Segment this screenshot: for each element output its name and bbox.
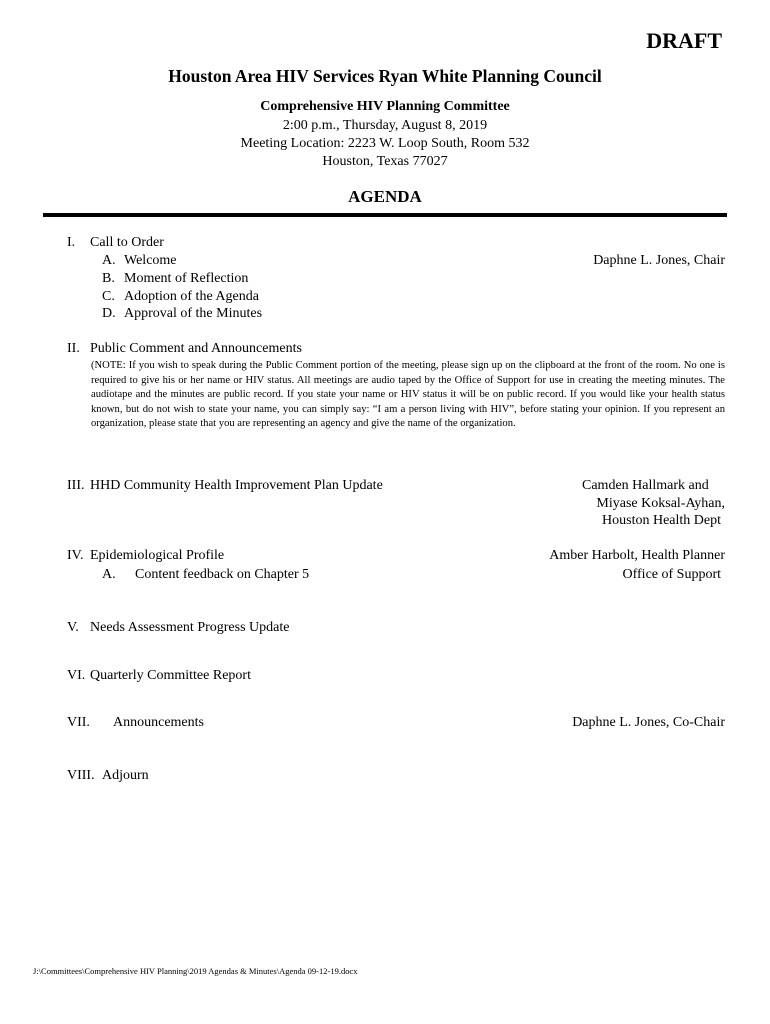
item-i-sub-b-text: Moment of Reflection bbox=[124, 271, 249, 286]
item-vii-presenter: Daphne L. Jones, Co-Chair bbox=[572, 715, 725, 730]
item-i-sub-d-letter: D. bbox=[102, 306, 116, 321]
draft-stamp: DRAFT bbox=[646, 28, 722, 53]
item-i-sub-d-text: Approval of the Minutes bbox=[124, 306, 263, 321]
item-iii-presenter-line2: Miyase Koksal-Ayhan, bbox=[596, 496, 725, 511]
item-i-sub-c-text: Adoption of the Agenda bbox=[124, 289, 259, 304]
item-ii-number: II. bbox=[67, 341, 80, 356]
item-vii-label: Announcements bbox=[113, 715, 204, 730]
item-i-label: Call to Order bbox=[90, 235, 164, 250]
document-file-path: J:\Committees\Comprehensive HIV Planning\2019 Agendas & Minutes\Agenda 09-12-19.docx bbox=[33, 966, 358, 976]
meeting-location: Meeting Location: 2223 W. Loop South, Room 532 bbox=[240, 136, 530, 151]
item-iv-label: Epidemiological Profile bbox=[90, 548, 225, 563]
item-i-number: I. bbox=[67, 235, 76, 250]
item-i-sub-a-text: Welcome bbox=[124, 253, 177, 268]
organization-title: Houston Area HIV Services Ryan White Planning Council bbox=[168, 66, 602, 86]
item-ii-label: Public Comment and Announcements bbox=[90, 341, 302, 356]
public-comment-note: (NOTE: If you wish to speak during the Public Comment portion of the meeting, please sign up on the clipboard at the front of the room. No one is required to give his or her name or HIV status. All meetings are audio taped by the Office of Support for use in creating the meeting minutes. The audiotape and the minutes are public record. If you state your name or HIV status it will be on public record. If you would like your health status known, but do not wish to state your name, you can simply say: “I am a person living with HIV”, before stating your opinion. If you represent an organization, please state that you are representing an agency and give the name of the organization. bbox=[91, 360, 725, 430]
item-vi-number: VI. bbox=[67, 668, 86, 683]
committee-name: Comprehensive HIV Planning Committee bbox=[260, 99, 510, 114]
item-iii-presenter-line1: Camden Hallmark and bbox=[582, 478, 709, 493]
item-vi-label: Quarterly Committee Report bbox=[90, 668, 251, 683]
item-v-number: V. bbox=[67, 620, 79, 635]
heading-rule bbox=[43, 213, 727, 217]
item-iv-presenter-line1: Amber Harbolt, Health Planner bbox=[549, 548, 725, 563]
item-iv-sub-text: Content feedback on Chapter 5 bbox=[135, 567, 310, 582]
item-vii-number: VII. bbox=[67, 715, 90, 730]
item-iii-number: III. bbox=[67, 478, 85, 493]
meeting-city: Houston, Texas 77027 bbox=[322, 154, 448, 169]
item-i-presenter: Daphne L. Jones, Chair bbox=[593, 253, 725, 268]
item-i-sub-a-letter: A. bbox=[102, 253, 116, 268]
item-i-sub-b-letter: B. bbox=[102, 271, 115, 286]
item-iv-presenter-line2: Office of Support bbox=[622, 567, 721, 582]
agenda-heading: AGENDA bbox=[348, 187, 422, 206]
item-i-sub-c-letter: C. bbox=[102, 289, 115, 304]
item-iii-label: HHD Community Health Improvement Plan Update bbox=[90, 478, 383, 493]
meeting-datetime: 2:00 p.m., Thursday, August 8, 2019 bbox=[282, 118, 488, 133]
item-viii-number: VIII. bbox=[67, 768, 95, 783]
item-iv-sub-letter: A. bbox=[102, 567, 116, 582]
item-iv-number: IV. bbox=[67, 548, 84, 563]
item-iii-presenter-line3: Houston Health Dept bbox=[602, 513, 721, 528]
item-viii-label: Adjourn bbox=[102, 768, 149, 783]
item-v-label: Needs Assessment Progress Update bbox=[90, 620, 290, 635]
